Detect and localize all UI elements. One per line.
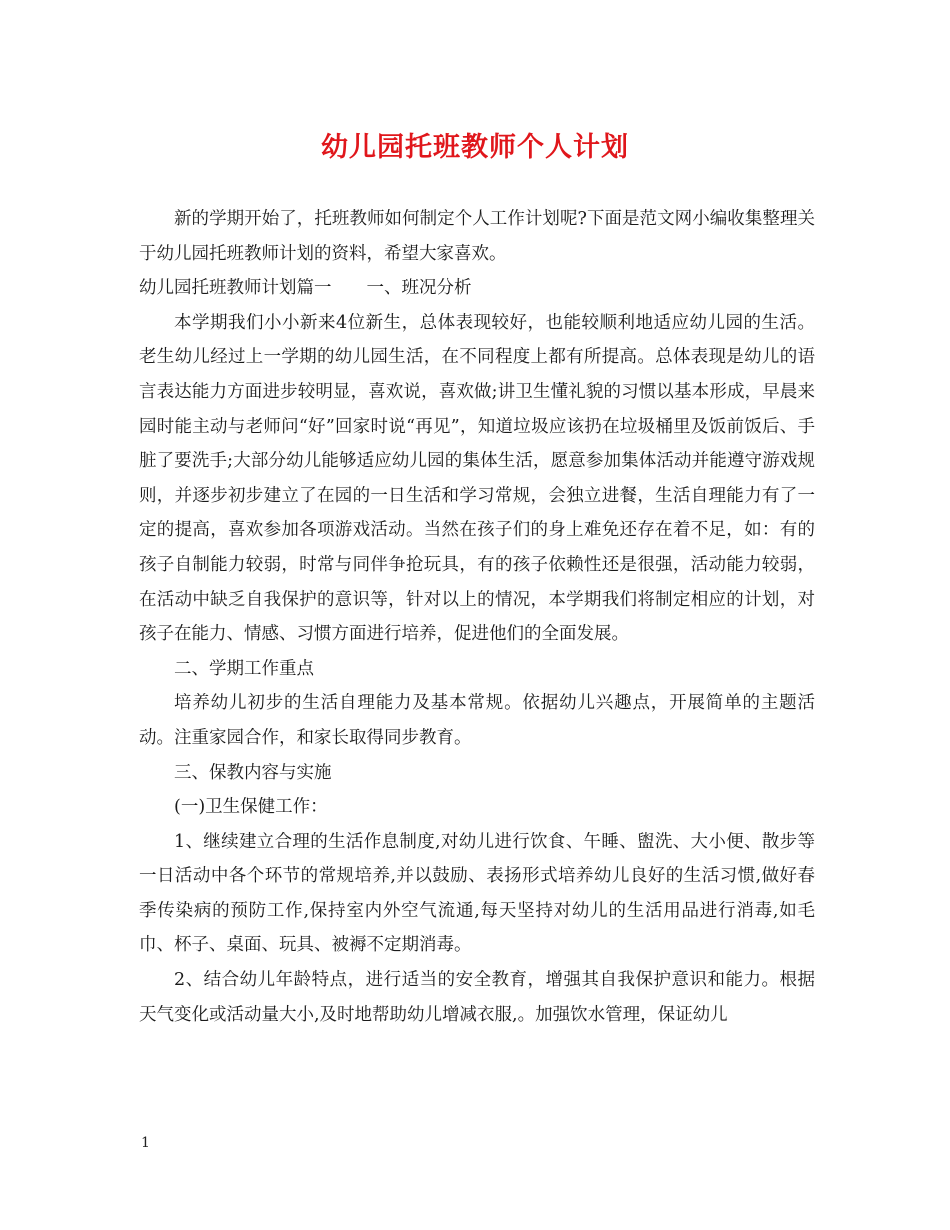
paragraph-heading-key-work: 二、学期工作重点 — [174, 658, 314, 679]
paragraph-health-item-1: 1、继续建立合理的生活作息制度,对幼儿进行饮食、午睡、盥洗、大小便、散步等一日活动中各个环节的常规培养,并以鼓励、表扬形式培养幼儿良好的生活习惯,做好春季传染病的预防工作,保持室内外空气流通,每天坚持对幼儿的生活用品进行消毒,如毛巾、杯子、桌面、玩具、被褥不定期消毒。 — [139, 831, 815, 956]
paragraph-class-analysis: 本学期我们小小新来4位新生，总体表现较好，也能较顺利地适应幼儿园的生活。老生幼儿经过上一学期的幼儿园生活，在不同程度上都有所提高。总体表现是幼儿的语言表达能力方面进步较明显，喜欢说，喜欢做;讲卫生懂礼貌的习惯以基本形成，早晨来园时能主动与老师问“好”回家时说“再见”，知道垃圾应该扔在垃圾桶里及饭前饭后、手脏了要洗手;大部分幼儿能够适应幼儿园的集体生活，愿意参加集体活动并能遵守游戏规则，并逐步初步建立了在园的一日生活和学习常规，会独立进餐，生活自理能力有了一定的提高，喜欢参加各项游戏活动。当然在孩子们的身上难免还存在着不足，如：有的孩子自制能力较弱，时常与同伴争抢玩具，有的孩子依赖性还是很强，活动能力较弱，在活动中缺乏自我保护的意识等，针对以上的情况，本学期我们将制定相应的计划，对孩子在能力、情感、习惯方面进行培养，促进他们的全面发展。 — [139, 312, 815, 645]
document-title: 幼儿园托班教师个人计划 — [321, 132, 629, 163]
paragraph-heading-health: (一)卫生保健工作： — [174, 797, 328, 818]
page-number: 1 — [141, 1135, 150, 1151]
paragraph-health-item-2: 2、结合幼儿年龄特点，进行适当的安全教育，增强其自我保护意识和能力。根据天气变化或活动量大小,及时地帮助幼儿增减衣服,。加强饮水管理，保证幼儿 — [139, 970, 815, 1025]
paragraph-intro: 新的学期开始了，托班教师如何制定个人工作计划呢?下面是范文网小编收集整理关于幼儿园托班教师计划的资料，希望大家喜欢。 — [139, 209, 815, 264]
document-body — [139, 202, 815, 1032]
paragraph-key-work: 培养幼儿初步的生活自理能力及基本常规。依据幼儿兴趣点，开展简单的主题活动。注重家园合作，和家长取得同步教育。 — [139, 693, 815, 748]
paragraph-heading-content: 三、保教内容与实施 — [174, 762, 332, 783]
paragraph-section-heading-class-analysis: 幼儿园托班教师计划篇一 一、班况分析 — [139, 278, 472, 299]
